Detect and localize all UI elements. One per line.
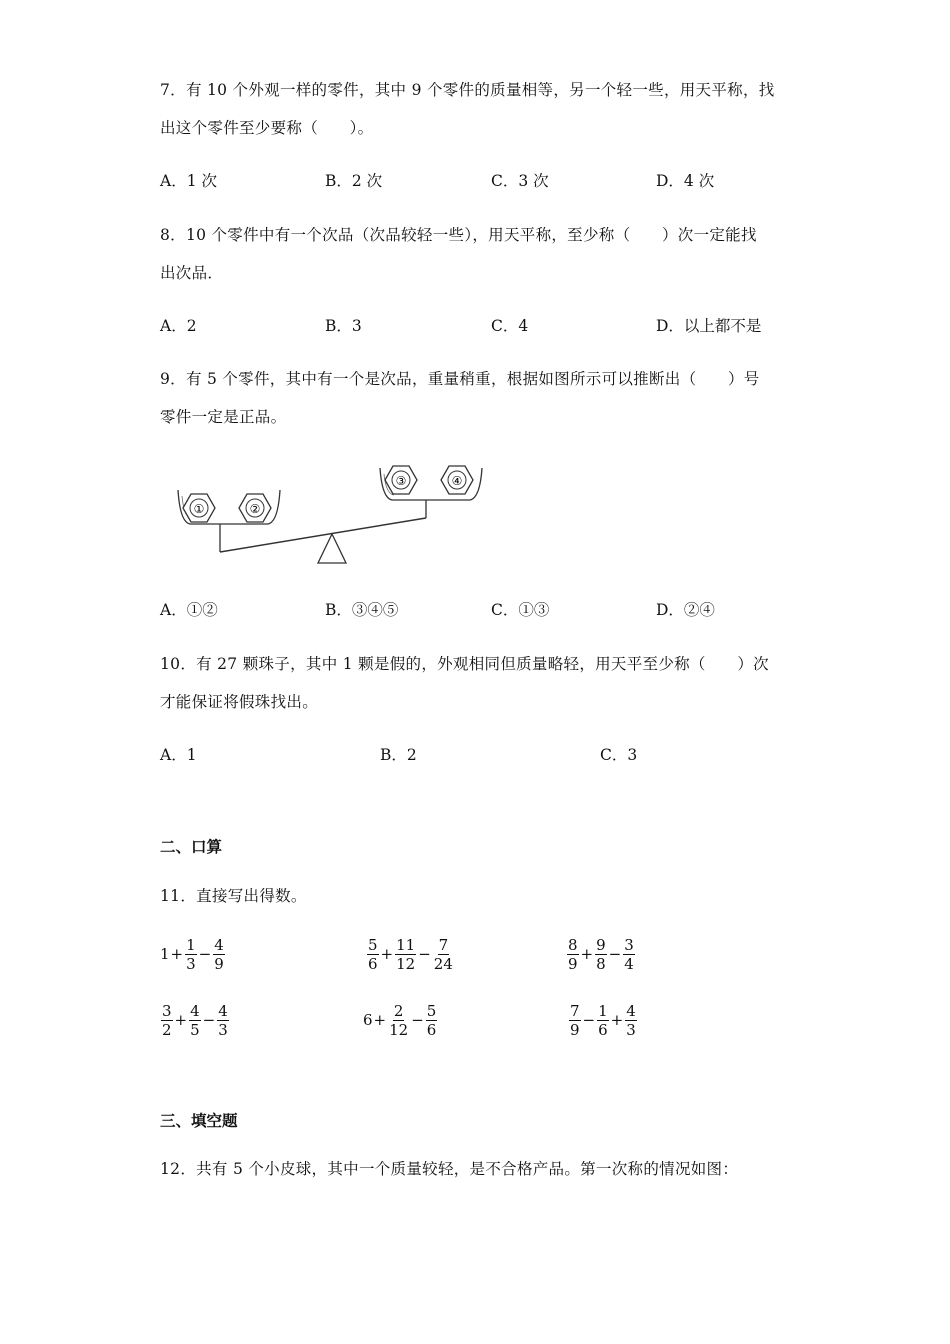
q7-option-c[interactable]: C．3 次 xyxy=(491,172,549,190)
fraction: $\frac{1}{6}$ xyxy=(598,1001,608,1039)
fraction: $\frac{7}{24}$ xyxy=(433,935,453,973)
operator: + xyxy=(170,945,184,963)
expr-lead: 6 xyxy=(363,1011,373,1029)
fraction: $\frac{11}{12}$ xyxy=(396,935,416,973)
fraction: $\frac{3}{4}$ xyxy=(624,935,634,973)
q10-line1: 10．有 27 颗珠子，其中 1 颗是假的，外观相同但质量略轻，用天平至少称（ ）次 xyxy=(160,655,769,673)
expr-r1-3 xyxy=(566,932,636,976)
q9-option-c[interactable]: C．①③ xyxy=(491,601,550,619)
expr-r1-1 xyxy=(160,932,226,976)
part-label-1: ① xyxy=(193,502,205,516)
q8-option-b[interactable]: B．3 xyxy=(325,317,362,335)
operator: + xyxy=(580,945,594,963)
q9-option-b[interactable]: B．③④⑤ xyxy=(325,601,399,619)
q10-line2: 才能保证将假珠找出。 xyxy=(160,693,319,711)
q10-option-c[interactable]: C．3 xyxy=(600,746,638,764)
fraction: $\frac{4}{9}$ xyxy=(214,935,224,973)
fraction: $\frac{2}{12}$ xyxy=(389,1001,409,1039)
operator: − xyxy=(411,1011,424,1029)
part-label-3: ③ xyxy=(395,474,407,488)
q7-option-a[interactable]: A．1 次 xyxy=(160,172,217,190)
operator: + xyxy=(380,945,394,963)
q9-line2: 零件一定是正品。 xyxy=(160,408,287,426)
operator: − xyxy=(582,1011,596,1029)
part-label-4: ④ xyxy=(451,474,463,488)
q10-option-b[interactable]: B．2 xyxy=(380,746,417,764)
operator: − xyxy=(202,1011,216,1029)
q9-option-d[interactable]: D．②④ xyxy=(656,601,715,619)
operator: + xyxy=(373,1011,387,1029)
operator: − xyxy=(418,945,431,963)
scale-beam xyxy=(220,518,426,552)
scale-fulcrum xyxy=(318,534,346,563)
q7-line1: 7．有 10 个外观一样的零件，其中 9 个零件的质量相等，另一个轻一些，用天平称，找 xyxy=(160,81,775,99)
operator: − xyxy=(608,945,622,963)
fraction: $\frac{9}{8}$ xyxy=(596,935,606,973)
q12-line1: 12．共有 5 个小皮球，其中一个质量较轻，是不合格产品。第一次称的情况如图： xyxy=(160,1160,739,1178)
fraction: $\frac{7}{9}$ xyxy=(570,1001,580,1039)
q9-option-a[interactable]: A．①② xyxy=(160,601,218,619)
expr-r2-1 xyxy=(160,998,230,1042)
expr-r2-2 xyxy=(363,998,438,1042)
expr-lead: 1 xyxy=(160,945,170,963)
part-label-2: ② xyxy=(249,502,261,516)
fraction: $\frac{4}{3}$ xyxy=(218,1001,228,1039)
expr-r1-2 xyxy=(366,932,455,976)
section-2-heading: 二、口算 xyxy=(160,837,223,856)
q10-option-a[interactable]: A．1 xyxy=(160,746,197,764)
q8-line2: 出次品． xyxy=(160,264,224,282)
q8-option-c[interactable]: C．4 xyxy=(491,317,529,335)
operator: + xyxy=(610,1011,624,1029)
balance-scale-figure xyxy=(170,460,490,570)
q11-prompt: 11．直接写出得数。 xyxy=(160,887,307,905)
operator: − xyxy=(198,945,212,963)
section-3-heading: 三、填空题 xyxy=(160,1111,238,1130)
fraction: $\frac{5}{6}$ xyxy=(368,935,378,973)
fraction: $\frac{3}{2}$ xyxy=(162,1001,172,1039)
q7-option-b[interactable]: B．2 次 xyxy=(325,172,383,190)
q8-line1: 8．10 个零件中有一个次品（次品较轻一些），用天平称，至少称（ ）次一定能找 xyxy=(160,226,757,244)
expr-r2-3 xyxy=(568,998,638,1042)
operator: + xyxy=(174,1011,188,1029)
fraction: $\frac{4}{3}$ xyxy=(626,1001,636,1039)
q9-line1: 9．有 5 个零件，其中有一个是次品，重量稍重，根据如图所示可以推断出（ ）号 xyxy=(160,370,760,388)
q8-option-d[interactable]: D．以上都不是 xyxy=(656,317,762,335)
q7-line2: 出这个零件至少要称（ ）。 xyxy=(160,119,374,137)
q8-option-a[interactable]: A．2 xyxy=(160,317,197,335)
fraction: $\frac{4}{5}$ xyxy=(190,1001,200,1039)
fraction: $\frac{5}{6}$ xyxy=(426,1001,437,1039)
fraction: $\frac{8}{9}$ xyxy=(568,935,578,973)
fraction: $\frac{1}{3}$ xyxy=(186,935,196,973)
q7-option-d[interactable]: D．4 次 xyxy=(656,172,715,190)
